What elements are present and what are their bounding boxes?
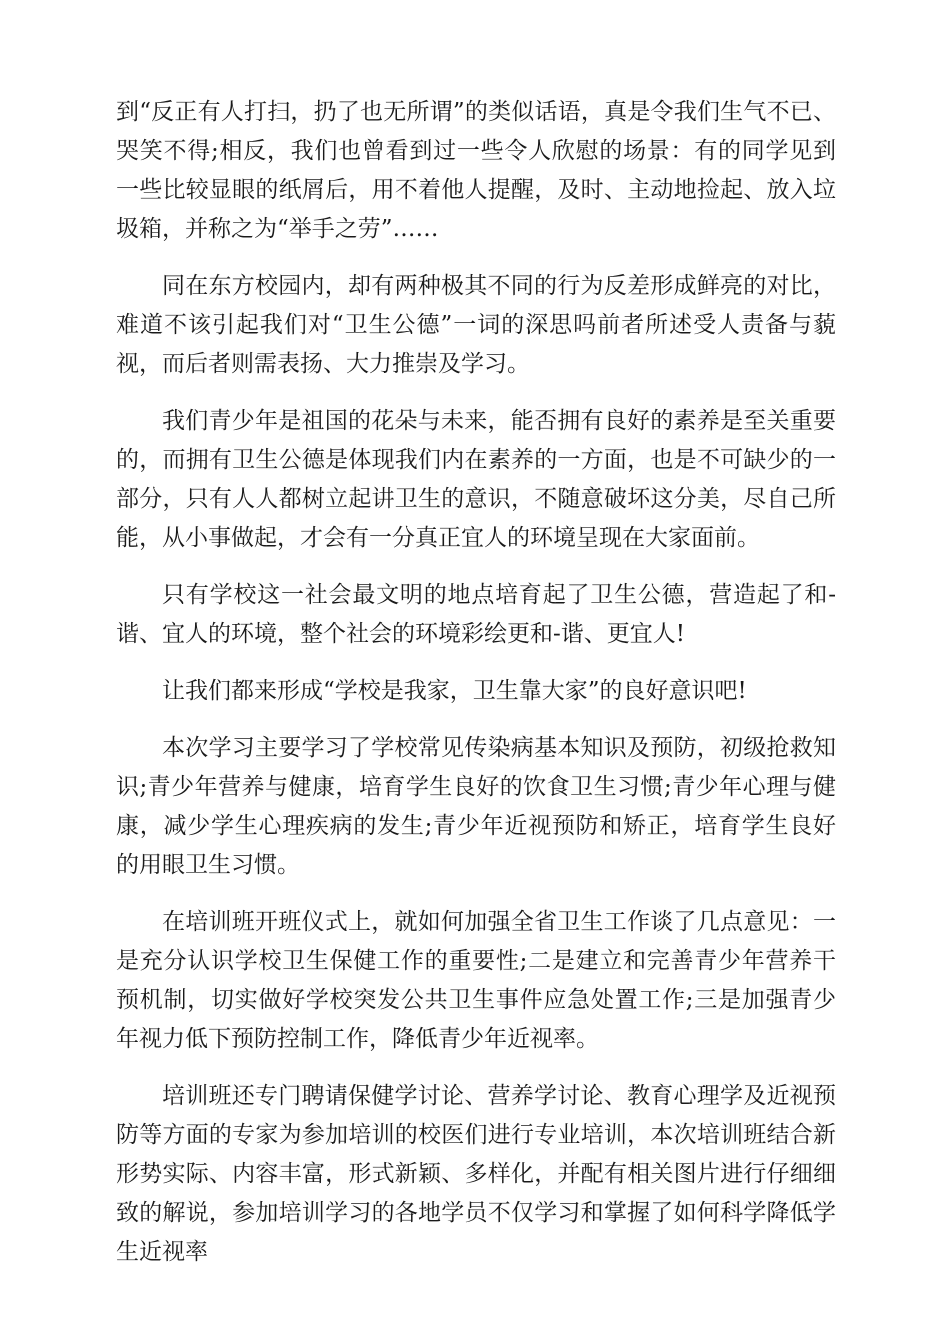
paragraph-contrast: 同在东方校园内，却有两种极其不同的行为反差形成鲜亮的对比，难道不该引起我们对“卫生公德”一词的深思吗前者所述受人责备与藐视，而后者则需表扬、大力推崇及学习。 (116, 273, 836, 377)
paragraph-study-content: 本次学习主要学习了学校常见传染病基本知识及预防，初级抢救知识;青少年营养与健康，培育学生良好的饮食卫生习惯;青少年心理与健康，减少学生心理疾病的发生;青少年近视预防和矫正，培育学生良好的用眼卫生习惯。 (116, 735, 836, 878)
paragraph-opening-ceremony: 在培训班开班仪式上，就如何加强全省卫生工作谈了几点意见：一是充分认识学校卫生保健工作的重要性;二是建立和完善青少年营养干预机制，切实做好学校突发公共卫生事件应急处置工作;三是加强青少年视力低下预防控制工作，降低青少年近视率。 (116, 909, 836, 1052)
paragraph-training-experts: 培训班还专门聘请保健学讨论、营养学讨论、教育心理学及近视预防等方面的专家为参加培训的校医们进行专业培训，本次培训班结合新形势实际、内容丰富，形式新颖、多样化，并配有相关图片进行仔细细致的解说，参加培训学习的各地学员不仅学习和掌握了如何科学降低学生近视率 (116, 1083, 836, 1265)
paragraph-slogan: 让我们都来形成“学校是我家，卫生靠大家”的良好意识吧! (162, 678, 747, 704)
paragraph-continuation: 到“反正有人打扫，扔了也无所谓”的类似话语，真是令我们生气不已、哭笑不得;相反，我们也曾看到过一些令人欣慰的场景：有的同学见到一些比较显眼的纸屑后，用不着他人提醒，及时、主动地捡起、放入垃圾箱，并称之为“举手之劳”…… (116, 99, 836, 242)
document-page (116, 93, 836, 1290)
paragraph-youth: 我们青少年是祖国的花朵与未来，能否拥有良好的素养是至关重要的，而拥有卫生公德是体现我们内在素养的一方面，也是不可缺少的一部分，只有人人都树立起讲卫生的意识，不随意破坏这分美，尽自己所能，从小事做起，才会有一分真正宜人的环境呈现在大家面前。 (116, 408, 836, 551)
paragraph-school: 只有学校这一社会最文明的地点培育起了卫生公德，营造起了和-谐、宜人的环境，整个社会的环境彩绘更和-谐、更宜人! (116, 582, 836, 647)
